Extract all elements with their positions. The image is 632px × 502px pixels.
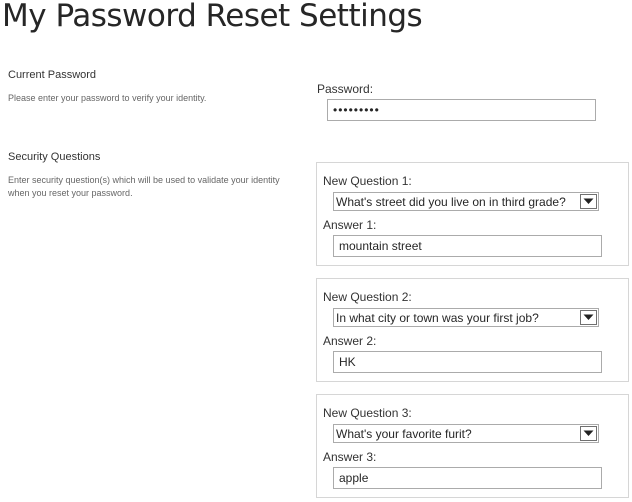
question-3-label: New Question 3: [323,406,412,420]
chevron-down-icon[interactable] [580,310,597,325]
answer-3-label: Answer 3: [323,450,377,464]
security-questions-heading: Security Questions [8,151,101,163]
question-panel-1 [316,162,629,266]
current-password-description: Please enter your password to verify your identity. [8,93,207,103]
password-label: Password: [317,82,374,96]
question-panel-3 [316,394,629,498]
question-1-label: New Question 1: [323,174,412,188]
chevron-down-icon[interactable] [580,426,597,441]
question-panel-2 [316,278,629,382]
answer-2-input[interactable] [333,351,602,373]
question-2-selected-value: In what city or town was your first job? [336,311,539,325]
answer-3-input[interactable] [333,467,602,489]
current-password-heading: Current Password [8,69,97,81]
security-questions-description: Enter security question(s) which will be used to validate your identity when you reset your password. [8,175,280,198]
question-1-selected-value: What's street did you live on in third grade? [336,195,566,209]
answer-2-label: Answer 2: [323,334,377,348]
answer-1-label: Answer 1: [323,218,377,232]
question-1-select[interactable] [333,192,599,211]
answer-1-input[interactable] [333,235,602,257]
question-3-selected-value: What's your favorite furit? [336,427,472,441]
chevron-down-icon[interactable] [580,194,597,209]
question-3-select[interactable] [333,424,599,443]
question-2-select[interactable] [333,308,599,327]
page-title: My Password Reset Settings [2,0,423,34]
question-2-label: New Question 2: [323,290,412,304]
password-input[interactable] [327,99,596,121]
